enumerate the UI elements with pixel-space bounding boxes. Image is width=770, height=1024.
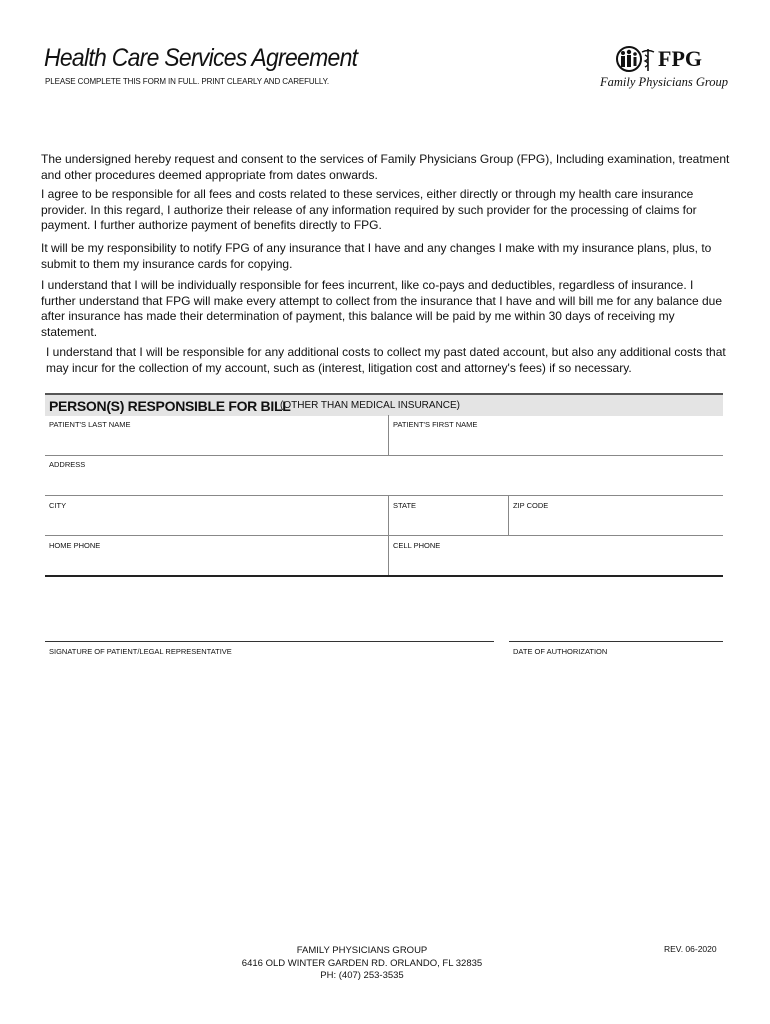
- last-name-label: PATIENT'S LAST NAME: [49, 420, 131, 429]
- zip-code-label: ZIP CODE: [513, 501, 549, 510]
- state-label: STATE: [393, 501, 417, 510]
- first-name-field[interactable]: [389, 415, 723, 455]
- first-name-label: PATIENT'S FIRST NAME: [393, 420, 478, 429]
- section-header: [45, 393, 723, 416]
- collection-costs-paragraph: I understand that I will be responsible for any additional costs to collect my past dated account, but also any additional costs that may incur for the collection of my account, such as (interest, litigation cost and attorney's fees) if so necessary.: [46, 345, 726, 375]
- last-name-field[interactable]: [45, 415, 388, 455]
- date-label: DATE OF AUTHORIZATION: [513, 647, 608, 656]
- city-label: CITY: [49, 501, 67, 510]
- date-line[interactable]: [509, 641, 723, 642]
- page-title: Health Care Services Agreement: [44, 44, 358, 72]
- revision-label: REV. 06-2020: [664, 944, 717, 954]
- home-phone-label: HOME PHONE: [49, 541, 101, 550]
- home-phone-field[interactable]: [45, 536, 388, 575]
- family-caduceus-icon: [616, 46, 658, 72]
- city-field[interactable]: [45, 496, 388, 535]
- consent-paragraph: The undersigned hereby request and consent to the services of Family Physicians Group (FPG), Including examination, treatment and other procedures deemed appropriate from dates onwards.: [41, 152, 730, 182]
- signature-label: SIGNATURE OF PATIENT/LEGAL REPRESENTATIVE: [49, 647, 232, 656]
- footer-org: FAMILY PHYSICIANS GROUP: [296, 945, 428, 956]
- logo-abbreviation: FPG: [658, 46, 702, 71]
- state-field[interactable]: [389, 496, 508, 535]
- section-title: PERSON(S) RESPONSIBLE FOR BILL: [49, 398, 291, 414]
- zip-code-field[interactable]: [509, 496, 723, 535]
- cell-phone-field[interactable]: [389, 536, 723, 575]
- footer-address: 6416 OLD WINTER GARDEN RD. ORLANDO, FL 32835: [241, 957, 483, 969]
- notification-paragraph: It will be my responsibility to notify FPG of any insurance that I have and any changes I make with my insurance plans, plus, to submit to them my insurance cards for copying.: [41, 241, 712, 271]
- form-instructions: PLEASE COMPLETE THIS FORM IN FULL. PRINT CLEARLY AND CAREFULLY.: [45, 77, 330, 86]
- fees-paragraph: I understand that I will be individually responsible for fees incurrent, like co-pays and deductibles, regardless of insurance. I further understand that FPG will make every attempt to collect from the insurance that I have and will bill me for any balance due after insurance has made their determination of payment, this balance will be paid by me within 30 days of receiving my statement.: [41, 278, 723, 339]
- section-note: (OTHER THAN MEDICAL INSURANCE): [280, 400, 461, 411]
- signature-line[interactable]: [45, 641, 494, 642]
- address-label: ADDRESS: [49, 460, 86, 469]
- footer-phone: PH: (407) 253-3535: [320, 970, 404, 981]
- address-field[interactable]: [45, 456, 723, 495]
- fpg-logo: [598, 44, 728, 90]
- form-bottom-border: [45, 575, 723, 577]
- logo-organization-name: Family Physicians Group: [600, 75, 728, 89]
- cell-phone-label: CELL PHONE: [393, 541, 441, 550]
- footer: [180, 945, 544, 983]
- responsibility-paragraph: I agree to be responsible for all fees and costs related to these services, either directly or through my health care insurance provider. In this regard, I authorize their release of any information required by such provider for the processing of claims for payment. I further authorize payment of benefits directly to FPG.: [41, 187, 697, 232]
